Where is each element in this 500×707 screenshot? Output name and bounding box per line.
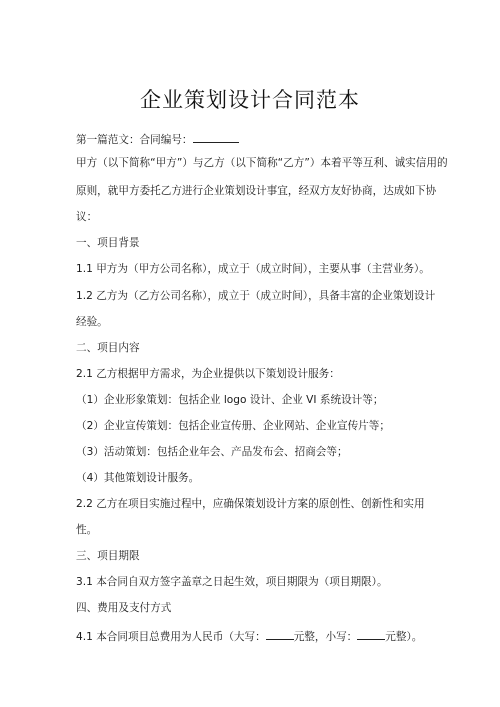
section-heading: 四、费用及支付方式 bbox=[76, 602, 172, 614]
contract-number-blank bbox=[193, 131, 239, 143]
document-title: 企业策划设计合同范本 bbox=[140, 88, 360, 112]
clause-line: 性。 bbox=[76, 524, 98, 536]
section-heading: 二、项目内容 bbox=[76, 342, 140, 354]
fee-clause-line bbox=[76, 628, 436, 644]
clause-line: 1.1 甲方为（甲方公司名称），成立于（成立时间），主要从事（主营业务）。 bbox=[76, 263, 430, 275]
contract-number-line bbox=[76, 131, 436, 147]
body-line: 甲方（以下简称“甲方”）与乙方（以下简称“乙方”）本着平等互利、诚实信用的 bbox=[76, 157, 448, 169]
clause-line: 1.2 乙方为（乙方公司名称），成立于（成立时间），具备丰富的企业策划设计 bbox=[76, 290, 436, 302]
list-item: （1）企业形象策划：包括企业 logo 设计、企业 VI 系统设计等； bbox=[76, 394, 384, 406]
clause-line: 经验。 bbox=[76, 316, 108, 328]
section-heading: 三、项目期限 bbox=[76, 550, 140, 562]
fee-text-part-3: 元整）。 bbox=[385, 631, 423, 643]
list-item: （4）其他策划设计服务。 bbox=[76, 472, 200, 484]
fee-lowercase-blank bbox=[357, 628, 385, 640]
fee-text-part-2: 元整，小写： bbox=[293, 631, 358, 643]
list-item: （2）企业宣传策划：包括企业宣传册、企业网站、企业宣传片等； bbox=[76, 420, 390, 432]
fee-text-part-1: 4.1 本合同项目总费用为人民币（大写： bbox=[76, 631, 266, 643]
fee-uppercase-blank bbox=[266, 628, 294, 640]
body-line: 议： bbox=[76, 211, 98, 223]
clause-line: 3.1 本合同自双方签字盖章之日起生效，项目期限为（项目期限）。 bbox=[76, 576, 388, 588]
body-line: 原则，就甲方委托乙方进行企业策划设计事宜，经双方友好协商，达成如下协 bbox=[76, 185, 437, 197]
list-item: （3）活动策划：包括企业年会、产品发布会、招商会等； bbox=[76, 446, 348, 458]
section-heading: 一、项目背景 bbox=[76, 237, 140, 249]
clause-line: 2.1 乙方根据甲方需求，为企业提供以下策划设计服务： bbox=[76, 368, 340, 380]
contract-number-label: 第一篇范文：合同编号： bbox=[76, 134, 193, 146]
clause-line: 2.2 乙方在项目实施过程中，应确保策划设计方案的原创性、创新性和实用 bbox=[76, 498, 425, 510]
